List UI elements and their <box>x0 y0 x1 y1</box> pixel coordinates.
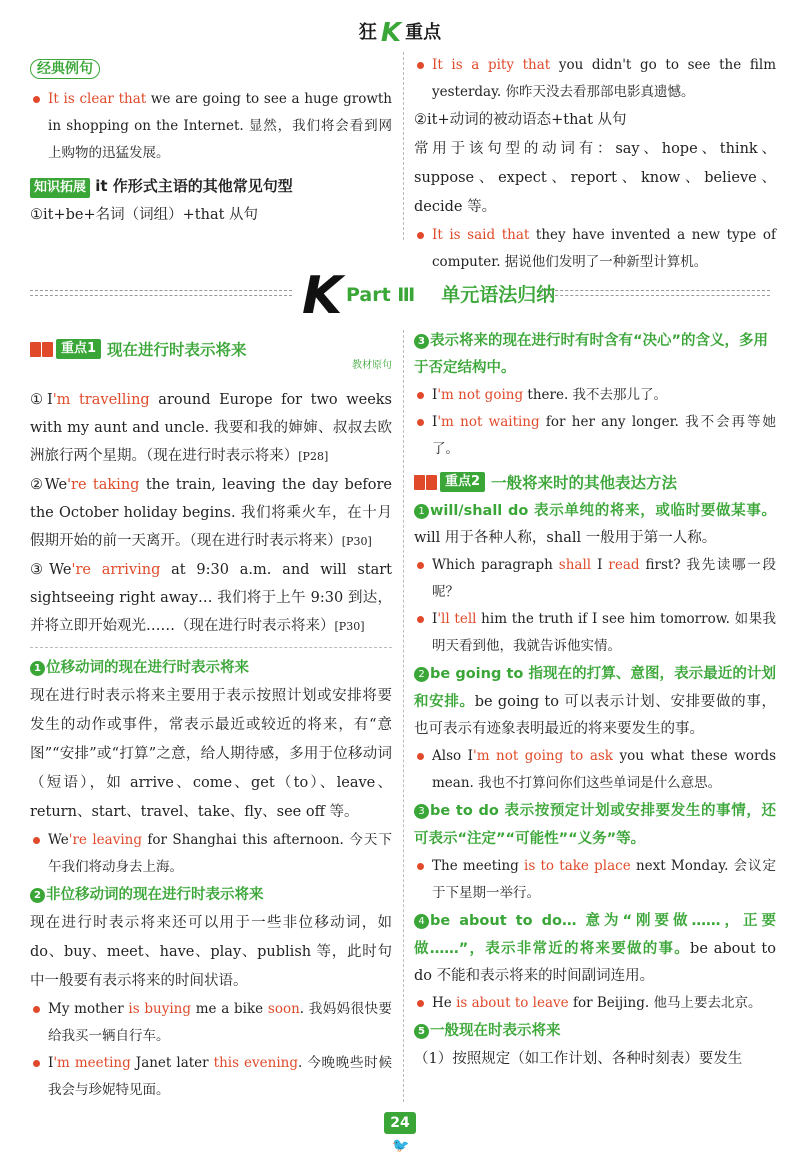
textbook-sentence-3: ③We're arriving at 9:30 a.m. and will start sightseeing right away… 我们将于上午 9:30 到达，并将立即开始观光……（现在进行时表示将来）[P30] <box>30 562 393 634</box>
example-sentence: The meeting is to take place next Monday. 会议定于下星期一举行。 <box>414 853 776 907</box>
left-main-column <box>30 334 392 1104</box>
key-point-2-heading: 重点2 一般将来时的其他表达方法 <box>414 467 776 497</box>
subheading-3: 3 表示将来的现在进行时有时含有“决心”的含义，多用于否定结构中。 <box>414 333 769 376</box>
example-sentence: My mother is buying me a bike soon. 我妈妈很快要给我买一辆自行车。 <box>30 996 392 1050</box>
top-right-column <box>414 52 776 276</box>
dashed-rule <box>30 290 292 296</box>
page-header <box>0 18 800 48</box>
classic-example-tag: 经典例句 <box>30 59 100 79</box>
textbook-sentence-2: ②We're taking the train, leaving the day before the October holiday begins. 我们将乘火车，在十月假期开始的前一天离开。（现在进行时表示将来）[P30] <box>30 477 393 549</box>
column-divider <box>403 330 404 1102</box>
example-sentence: I'm not waiting for her any longer. 我不会再等她了。 <box>414 409 776 463</box>
paragraph-1: 现在进行时表示将来主要用于表示按照计划或安排将要发生的动作或事件，常表示最近或较近的将来，有“意图”“安排”或“打算”之意，给人期待感，多用于位移动词（短语），如 arrive、come、get（to）、leave、return、start、travel、take、fly、see off 等。 <box>30 688 392 820</box>
example-sentence: I'm not going there. 我不去那儿了。 <box>414 382 776 409</box>
subheading-8: 5 一般现在时表示将来 <box>414 1017 776 1045</box>
key-point-1-heading: 重点1 现在进行时表示将来 教材原句 <box>30 334 392 364</box>
subheading-7: 4 be about to do… 意为“刚要做……，正要做……”，表示非常近的将来要做的事。be about to do 不能和表示将来的时间副词连用。 <box>414 913 776 984</box>
example-sentence: It is clear that we are going to see a huge growth in shopping on the Internet. 显然，我们将会看到网上购物的迅猛发展。 <box>30 86 392 167</box>
example-sentence: I'm meeting Janet later this evening. 今晚晚些时候我会与珍妮特见面。 <box>30 1050 392 1104</box>
pattern-two: ②it+动词的被动语态+that 从句 <box>414 112 627 128</box>
book-icon <box>30 340 54 358</box>
example-sentence: It is said that they have invented a new type of computer. 据说他们发明了一种新型计算机。 <box>414 222 776 276</box>
column-divider <box>403 52 404 240</box>
pattern-one: ①it+be+名词（词组）+that 从句 <box>30 207 259 223</box>
example-sentence: We're leaving for Shanghai this afternoon. 今天下午我们将动身去上海。 <box>30 827 392 881</box>
part-heading <box>30 266 770 326</box>
subheading-2: 2 非位移动词的现在进行时表示将来 <box>30 881 392 909</box>
dashed-rule <box>540 290 770 296</box>
header-post: 重点 <box>405 22 442 43</box>
knowledge-extension-tag: 知识拓展 <box>30 178 90 198</box>
book-icon <box>414 473 438 491</box>
example-sentence: I'll tell him the truth if I see him tomorrow. 如果我明天看到他，我就告诉他实情。 <box>414 606 776 660</box>
example-sentence: Which paragraph shall I read first? 我先读哪一段呢？ <box>414 552 776 606</box>
paragraph-8: （1）按照规定（如工作计划、各种时刻表）要发生 <box>414 1051 743 1067</box>
subheading-4: 1 will/shall do 表示单纯的将来，或临时要做某事。will 用于各种人称，shall 一般用于第一人称。 <box>414 503 776 546</box>
subheading-6: 3 be to do 表示按预定计划或安排要发生的事情，还可表示“注定”“可能性”“义务”等。 <box>414 803 776 847</box>
textbook-sentence-1: ①I'm travelling around Europe for two weeks with my aunt and uncle. 我要和我的婶婶、叔叔去欧洲旅行两个星期。（现在进行时表示将来）[P28] <box>30 392 393 464</box>
subheading-5: 2 be going to 指现在的打算、意图，表示最近的计划和安排。be going to 可以表示计划、安排要做的事，也可表示有迹象表明最近的将来要发生的事。 <box>414 666 777 737</box>
header-pre: 狂 <box>358 22 377 43</box>
bird-icon: 🐦 <box>392 1138 410 1154</box>
subheading-1: 1 位移动词的现在进行时表示将来 <box>30 654 392 682</box>
part-title: Part Ⅲ 单元语法归纳 <box>346 284 556 306</box>
right-main-column <box>414 328 776 1074</box>
textbook-sentence-tag: 教材原句 <box>352 360 392 371</box>
example-sentence: It is a pity that you didn't go to see the film yesterday. 你昨天没去看那部电影真遗憾。 <box>414 52 776 106</box>
verb-list: 常用于该句型的动词有：say、hope、think、suppose、expect、report、know、believe、decide 等。 <box>414 141 776 215</box>
section-divider <box>30 647 392 648</box>
top-left-column <box>30 58 392 230</box>
part-k-logo: K <box>302 266 343 326</box>
example-sentence: Also I'm not going to ask you what these words mean. 我也不打算问你们这些单词是什么意思。 <box>414 743 776 797</box>
paragraph-2: 现在进行时表示将来还可以用于一些非位移动词，如 do、buy、meet、have、play、publish 等，此时句中一般要有表示将来的时间状语。 <box>30 915 392 989</box>
page-number: 24 <box>384 1112 416 1134</box>
knowledge-extension-heading: 知识拓展 it 作形式主语的其他常见句型 <box>30 171 392 201</box>
example-sentence: He is about to leave for Beijing. 他马上要去北京。 <box>414 990 776 1017</box>
header-k-logo: K <box>380 18 402 48</box>
